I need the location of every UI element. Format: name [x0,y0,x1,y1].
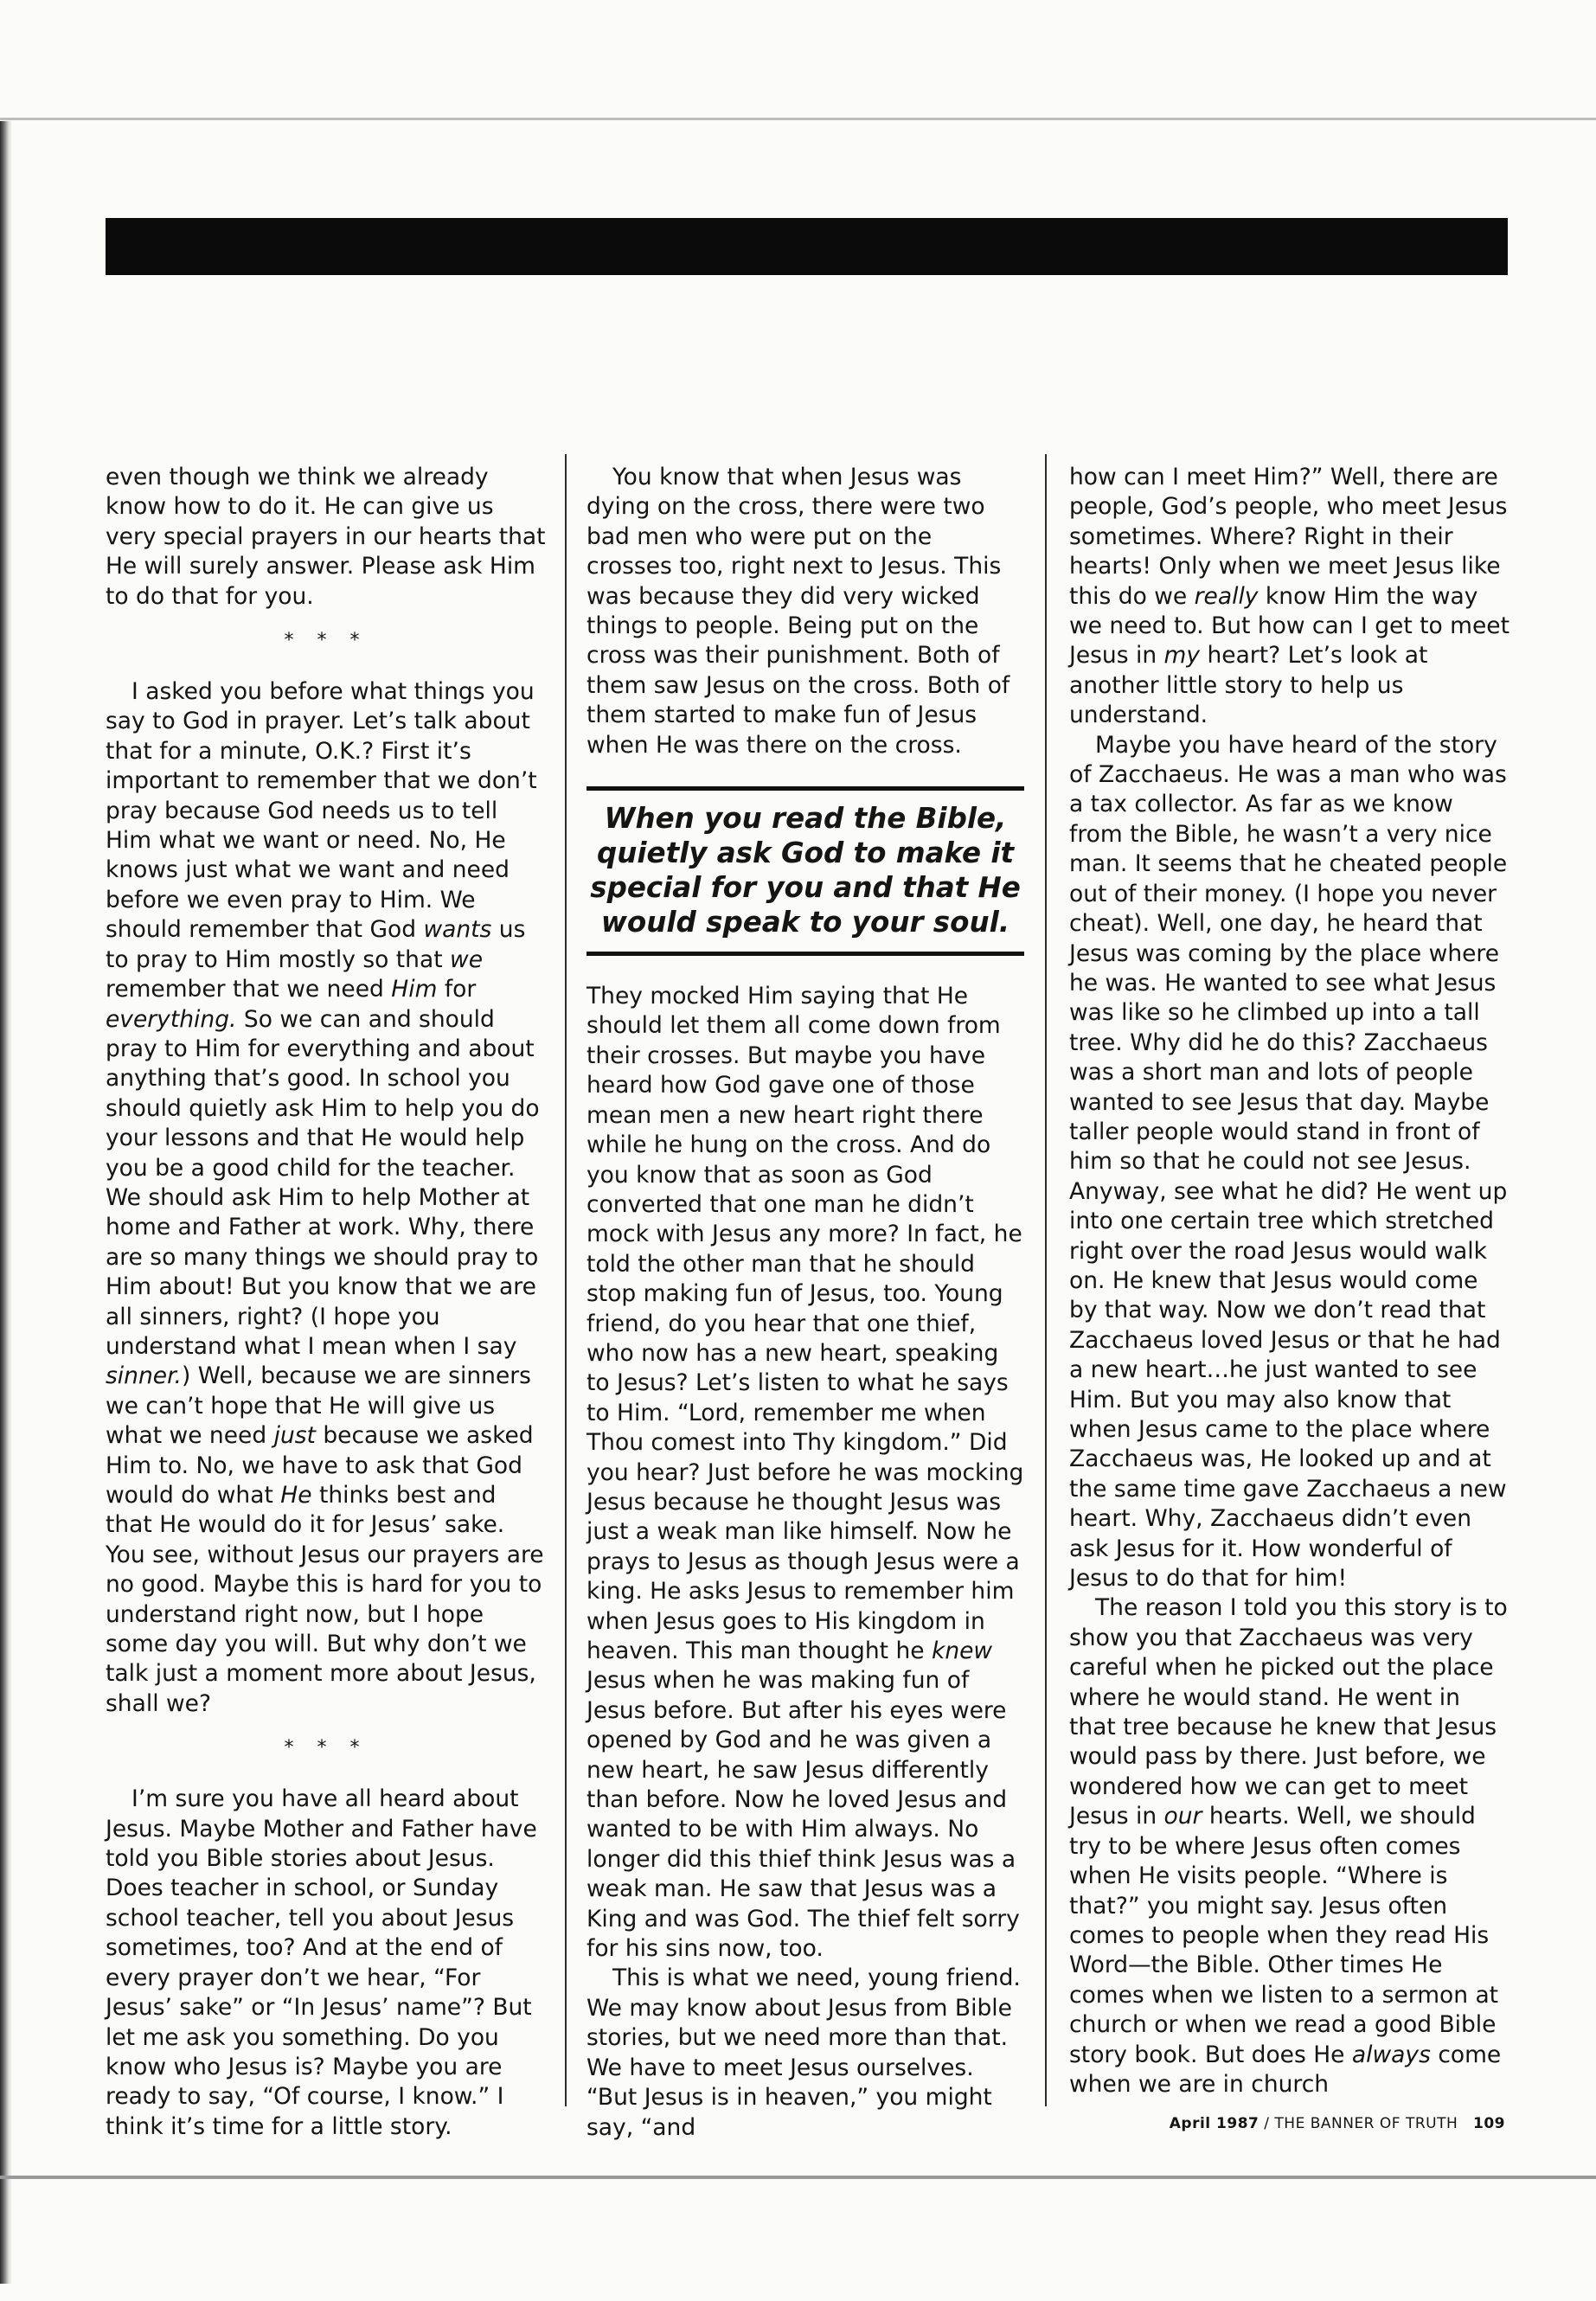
col1-paragraph-1: even though we think we already know how to do it. He can give us very special prayers in our hearts that He will surely answer. Please ask Him to do that for you. [106,464,546,610]
column-rule-left [565,454,567,2106]
column-rule-right [1045,454,1047,2106]
scan-edge-top [0,118,1596,120]
col2-paragraph-3: This is what we need, young friend. We may know about Jesus from Bible stories, but we need more than that. We have to meet Jesus ourselves. “But Jesus is in heaven,” you might say, “and [586,1965,1021,2141]
footer-page-number: 109 [1473,2115,1505,2132]
pull-quote [586,786,1024,956]
section-separator-1: * * * [284,630,369,652]
col3-paragraph-2: Maybe you have heard of the story of Zacchaeus. He was a man who was a tax collector. As far as we know from the Bible, he wasn’t a very nice man. It seems that he cheated people out of their money. (I hope you never cheat). Well, one day, he heard that Jesus was coming by the place where he was. He wanted to see what Jesus was like so he climbed up into a tall tree. Why did he do this? Zacchaeus was a short man and lots of people wanted to see Jesus that day. Maybe taller people would stand in front of him so that he could not see Jesus. Anyway, see what he did? He went up into one certain tree which stretched right over the road Jesus would walk on. He knew that Jesus would come by that way. Now we don’t read that Zacchaeus loved Jesus or that he had a new heart…he just wanted to see Him. But you may also know that when Jesus came to the place where Zacchaeus was, He looked up and at the same time gave Zacchaeus a new heart. Why, Zacchaeus didn’t even ask Jesus for it. How wonderful of Jesus to do that for him! [1069,731,1508,1593]
col2-paragraph-2: They mocked Him saying that He should let them all come down from their crosses. But maybe you have heard how God gave one of those mean men a new heart right there while he hung on the cross. And do you know that as soon as God converted that one man he didn’t mock with Jesus any more? In fact, he told the other man that he should stop making fun of Jesus, too. Young friend, do you hear that one thief, who now has a new heart, speaking to Jesus? Let’s listen to what he says to Him. “Lord, remember me when Thou comest into Thy kingdom.” Did you hear? Just before he was mocking Jesus because he thought Jesus was just a weak man like himself. Now he prays to Jesus as though Jesus were a king. He asks Jesus to remember him when Jesus goes to His kingdom in heaven. This man thought he knew Jesus when he was making fun of Jesus before. But after his eyes were opened by God and he was given a new heart, he saw Jesus differently than before. Now he loved Jesus and wanted to be with Him always. No longer did this thief think Jesus was a weak man. He saw that Jesus was a King and was God. The thief felt sorry for his sins now, too. [586,983,1024,1963]
pull-quote-line-3: special for you and that He [590,871,1021,905]
scan-edge-left [0,121,12,2284]
footer-publication: THE BANNER OF TRUTH [1274,2115,1458,2132]
pull-quote-line-4: would speak to your soul. [600,906,1010,939]
col2-paragraph-1: You know that when Jesus was dying on the cross, there were two bad men who were put on the crosses too, right next to Jesus. This was because they did very wicked things to people. Being put on the cross was their punishment. Both of them saw Jesus on the cross. Both of them started to make fun of Jesus when He was there on the cross. [586,464,1010,759]
section-separator-2: * * * [284,1737,369,1759]
col3-paragraph-1: how can I meet Him?” Well, there are people, God’s people, who meet Jesus sometimes. Where? Right in their hearts! Only when we meet Jesus like this do we really know Him the way we need to. But how can I get to meet Jesus in my heart? Let’s look at another little story to help us understand. [1069,464,1509,729]
column-2 [586,463,1024,2143]
footer-date: April 1987 [1169,2115,1259,2132]
column-1 [106,463,547,2142]
pull-quote-line-2: quietly ask God to make it [596,836,1014,870]
col1-paragraph-3: I’m sure you have all heard about Jesus. Maybe Mother and Father have told you Bible stories about Jesus. Does teacher in school, or Sunday school teacher, tell you about Jesus sometimes, too? And at the end of every prayer don’t we hear, “For Jesus’ sake” or “In Jesus’ name”? But let me ask you something. Do you know who Jesus is? Maybe you are ready to say, “Of course, I know.” I think it’s time for a little story. [106,1785,537,2140]
title-bar [106,218,1508,275]
footer-separator: / [1259,2115,1275,2132]
column-3 [1069,463,1512,2099]
page-footer [1021,2115,1505,2132]
pull-quote-line-1: When you read the Bible, [604,802,1007,836]
col1-paragraph-2: I asked you before what things you say to God in prayer. Let’s talk about that for a minute, O.K.? First it’s important to remember that we don’t pray because God needs us to tell Him what we want or need. No, He knows just what we want and need before we even pray to Him. We should remember that God wants us to pray to Him mostly so that we remember that we need Him for everything. So we can and should pray to Him for everything and about anything that’s good. In school you should quietly ask Him to help you do your lessons and that He would help you be a good child for the teacher. We should ask Him to help Mother at home and Father at work. Why, there are so many things we should pray to Him about! But you know that we are all sinners, right? (I hope you understand what I mean when I say sinner.) Well, because we are sinners we can’t hope that He will give us what we need just because we asked Him to. No, we have to ask that God would do what He thinks best and that He would do it for Jesus’ sake. You see, without Jesus our prayers are no good. Maybe this is hard for you to understand right now, but I hope some day you will. But why don’t we talk just a moment more about Jesus, shall we? [106,678,544,1717]
scan-edge-bottom [0,2176,1596,2179]
col3-paragraph-3: The reason I told you this story is to show you that Zacchaeus was very careful when he picked out the place where he would stand. He went in that tree because he knew that Jesus would pass by there. Just before, we wondered how we can get to meet Jesus in our hearts. Well, we should try to be where Jesus often comes when He visits people. “Where is that?” you might say. Jesus often comes to people when they read His Word—the Bible. Other times He comes when we listen to a sermon at church or when we read a good Bible story book. But does He always come when we are in church [1069,1594,1508,2098]
